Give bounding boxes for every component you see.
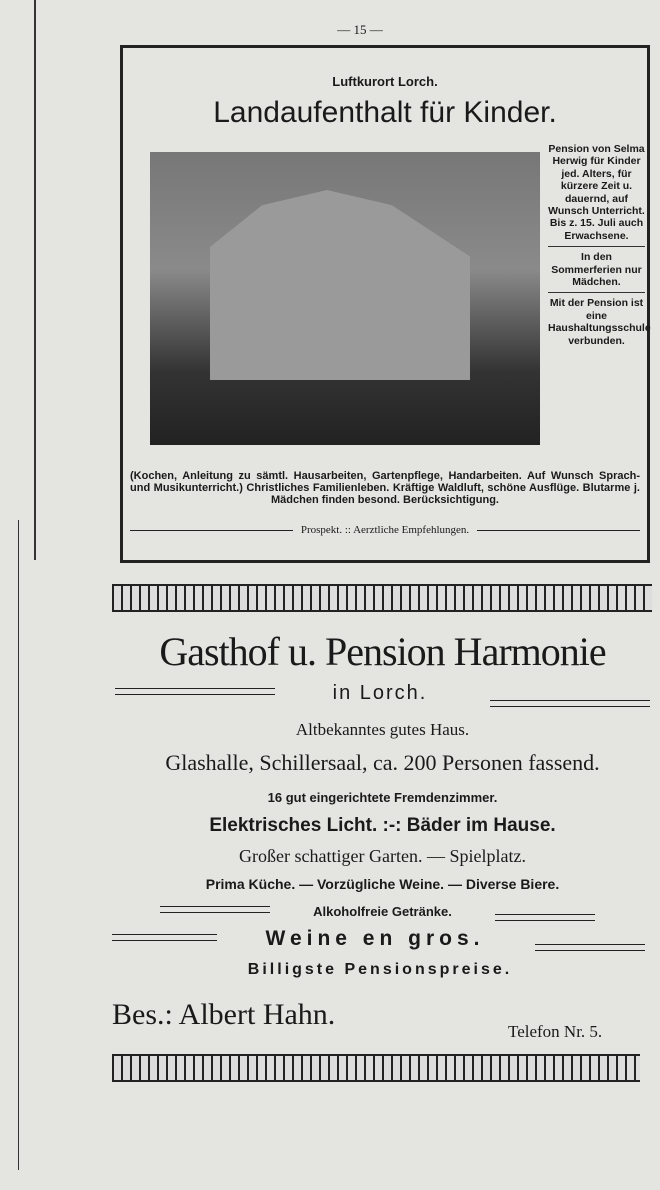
ad2-owner: Bes.: Albert Hahn. [112, 998, 336, 1031]
ad2-line5: Großer schattiger Garten. — Spielplatz. [239, 846, 526, 866]
ad2-line9: Billigste Pensionspreise. [247, 961, 513, 978]
ad2-title: Gasthof u. Pension Harmonie [159, 629, 606, 674]
rule [160, 906, 270, 913]
ad1-kicker: Luftkurort Lorch. [332, 74, 438, 89]
ad2-line1: Altbekanntes gutes Haus. [295, 720, 470, 739]
ad1-side-text [548, 143, 651, 355]
ad2-line8: Weine en gros. [265, 927, 485, 950]
ad2-place: in Lorch. [332, 682, 428, 704]
rule [115, 688, 275, 695]
side-block: In den Sommerferien nur Mädchen. [548, 251, 645, 293]
ad2-line4: Elektrisches Licht. :-: Bäder im Hause. [209, 815, 556, 836]
side-block: Mit der Pension ist eine Haushaltungsschule verbunden. [548, 297, 651, 347]
ad1-footer-text: Prospekt. :: Aerztliche Empfehlungen. [300, 524, 470, 536]
side-block: Pension von Selma Herwig für Kinder jed. Alters, für kürzere Zeit u. dauernd, auf Wunsch Unterricht. Bis z. 15. Juli auch Erwachsene. [548, 143, 645, 247]
ad2-phone: Telefon Nr. 5. [508, 1022, 603, 1041]
ad2-line2: Glashalle, Schillersaal, ca. 200 Personen fassend. [165, 750, 600, 775]
rule [490, 700, 650, 707]
ornament-border [112, 584, 652, 612]
ad2-line7: Alkoholfreie Getränke. [313, 904, 452, 919]
rule [112, 934, 217, 941]
page-edge [34, 0, 36, 560]
ad2-line6: Prima Küche. — Vorzügliche Weine. — Diverse Biere. [205, 876, 560, 892]
ad1-title: Landaufenthalt für Kinder. [213, 96, 557, 129]
rule [535, 944, 645, 951]
page-edge [18, 520, 19, 1170]
ad1-footer [130, 524, 640, 536]
page-number: — 15 — [337, 22, 383, 37]
rule [495, 914, 595, 921]
ad2-line3: 16 gut eingerichtete Fremdenzimmer. [267, 790, 498, 805]
ornament-border [112, 1054, 640, 1082]
ad1-body: (Kochen, Anleitung zu sämtl. Hausarbeiten, Gartenpflege, Handarbeiten. Auf Wunsch Sprach- und Musikunterricht.) Christliches Familienleben. Kräftige Waldluft, schöne Ausflüge. Blutarme j. Mädchen finden besond. Berücksichtigung. [130, 470, 640, 506]
